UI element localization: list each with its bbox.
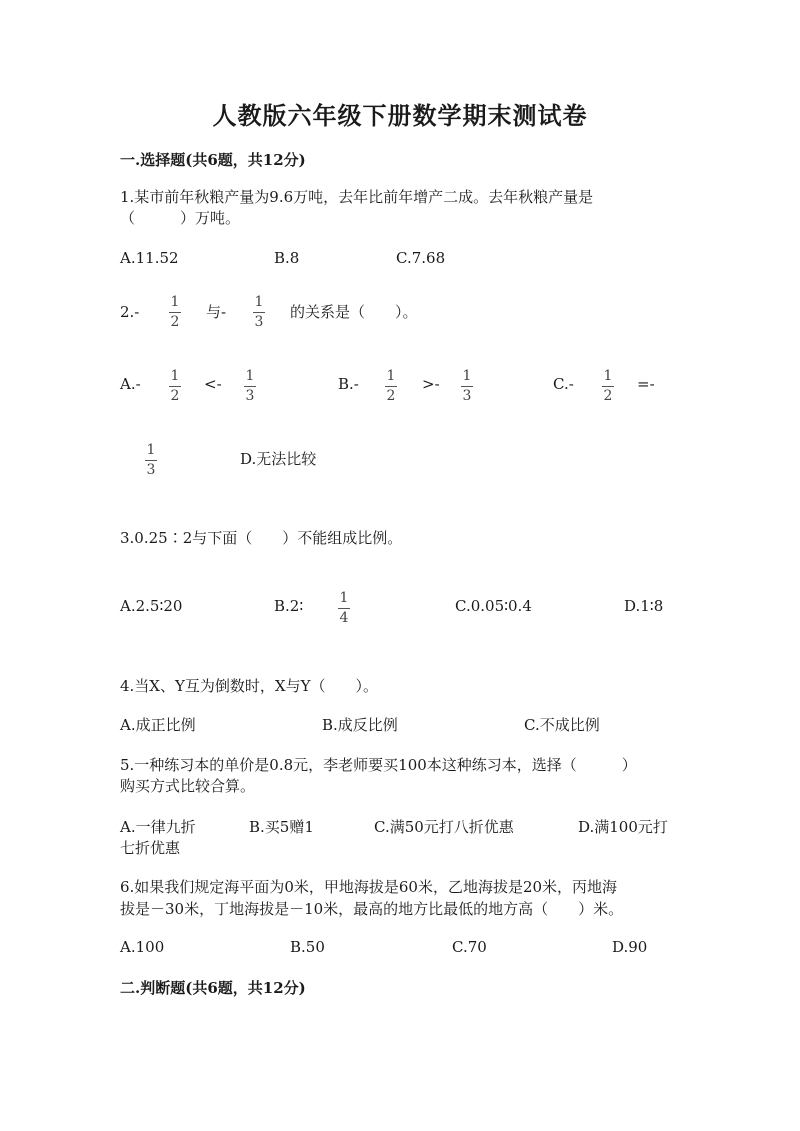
q4-option-a: A.成正比例 — [120, 716, 196, 734]
q6-option-c: C.70 — [452, 938, 487, 956]
q3-text: 3.0.25∶2与下面（ ）不能组成比例。 — [120, 529, 403, 547]
q6-text-line1: 6.如果我们规定海平面为0米，甲地海拔是60米，乙地海拔是20米，丙地海 — [120, 878, 618, 896]
fraction-one-half — [169, 295, 181, 330]
q1-option-b: B.8 — [274, 249, 300, 267]
q6-option-d: D.90 — [612, 938, 648, 956]
q1-text-line1: 1.某市前年秋粮产量为9.6万吨，去年比前年增产二成。去年秋粮产量是 — [120, 188, 594, 206]
fraction-denominator: 2 — [603, 388, 613, 404]
q3-option-b-prefix: B.2∶ — [274, 597, 304, 615]
q6-option-a: A.100 — [120, 938, 165, 956]
fraction-denominator: 2 — [170, 314, 180, 330]
fraction-numerator: 1 — [170, 294, 180, 310]
q1-text-line2: （ ）万吨。 — [120, 209, 241, 227]
fraction-numerator: 1 — [462, 368, 472, 384]
q1-option-a: A.11.52 — [120, 249, 179, 267]
fraction-numerator: 1 — [339, 590, 349, 606]
fraction-numerator: 1 — [170, 368, 180, 384]
fraction-numerator: 1 — [245, 368, 255, 384]
fraction-denominator: 3 — [462, 388, 472, 404]
q3-option-c: C.0.05∶0.4 — [455, 597, 532, 615]
q3-option-d: D.1∶8 — [624, 597, 664, 615]
q5-option-b: B.买5赠1 — [249, 818, 314, 836]
q4-text: 4.当X、Y互为倒数时，X与Y（ ）。 — [120, 677, 378, 695]
fraction-denominator: 3 — [254, 314, 264, 330]
q2-option-c-relation: =- — [637, 375, 655, 393]
q2-option-c-prefix: C.- — [553, 375, 574, 393]
q5-text-line1: 5.一种练习本的单价是0.8元，李老师要买100本这种练习本，选择（ ） — [120, 756, 637, 774]
q5-option-c: C.满50元打八折优惠 — [374, 818, 514, 836]
fraction-numerator: 1 — [386, 368, 396, 384]
section-judgment-heading: 二.判断题(共6题，共12分) — [120, 979, 306, 997]
q2-option-a-prefix: A.- — [120, 375, 141, 393]
fraction-one-third — [244, 369, 256, 404]
q5-option-a: A.一律九折 — [120, 818, 196, 836]
fraction-one-third — [253, 295, 265, 330]
page-title: 人教版六年级下册数学期末测试卷 — [212, 101, 588, 130]
q5-option-d: D.满100元打 — [578, 818, 668, 836]
q2-suffix: 的关系是（ ）。 — [290, 303, 418, 321]
q2-option-a-relation: <- — [204, 375, 222, 393]
fraction-denominator: 2 — [386, 388, 396, 404]
fraction-one-half — [169, 369, 181, 404]
fraction-denominator: 3 — [245, 388, 255, 404]
fraction-numerator: 1 — [254, 294, 264, 310]
q2-mid: 与- — [206, 303, 227, 321]
fraction-one-half — [602, 369, 614, 404]
q2-option-d: D.无法比较 — [240, 450, 317, 468]
q3-option-a: A.2.5∶20 — [120, 597, 183, 615]
fraction-numerator: 1 — [146, 442, 156, 458]
q2-prefix: 2.- — [120, 303, 140, 321]
fraction-one-third — [461, 369, 473, 404]
q1-option-c: C.7.68 — [396, 249, 446, 267]
fraction-one-half — [385, 369, 397, 404]
fraction-one-third — [145, 443, 157, 478]
fraction-denominator: 4 — [339, 610, 349, 626]
fraction-denominator: 2 — [170, 388, 180, 404]
q5-option-d-continued: 七折优惠 — [120, 839, 181, 857]
q6-option-b: B.50 — [290, 938, 325, 956]
q2-option-b-relation: >- — [422, 375, 440, 393]
fraction-denominator: 3 — [146, 462, 156, 478]
fraction-one-quarter — [338, 591, 350, 626]
q6-text-line2: 拔是－30米，丁地海拔是－10米，最高的地方比最低的地方高（ ）米。 — [120, 900, 624, 918]
fraction-numerator: 1 — [603, 368, 613, 384]
section-choice-heading: 一.选择题(共6题，共12分) — [120, 151, 306, 169]
q4-option-c: C.不成比例 — [524, 716, 600, 734]
q2-option-b-prefix: B.- — [338, 375, 359, 393]
q5-text-line2: 购买方式比较合算。 — [120, 777, 256, 795]
q4-option-b: B.成反比例 — [322, 716, 398, 734]
